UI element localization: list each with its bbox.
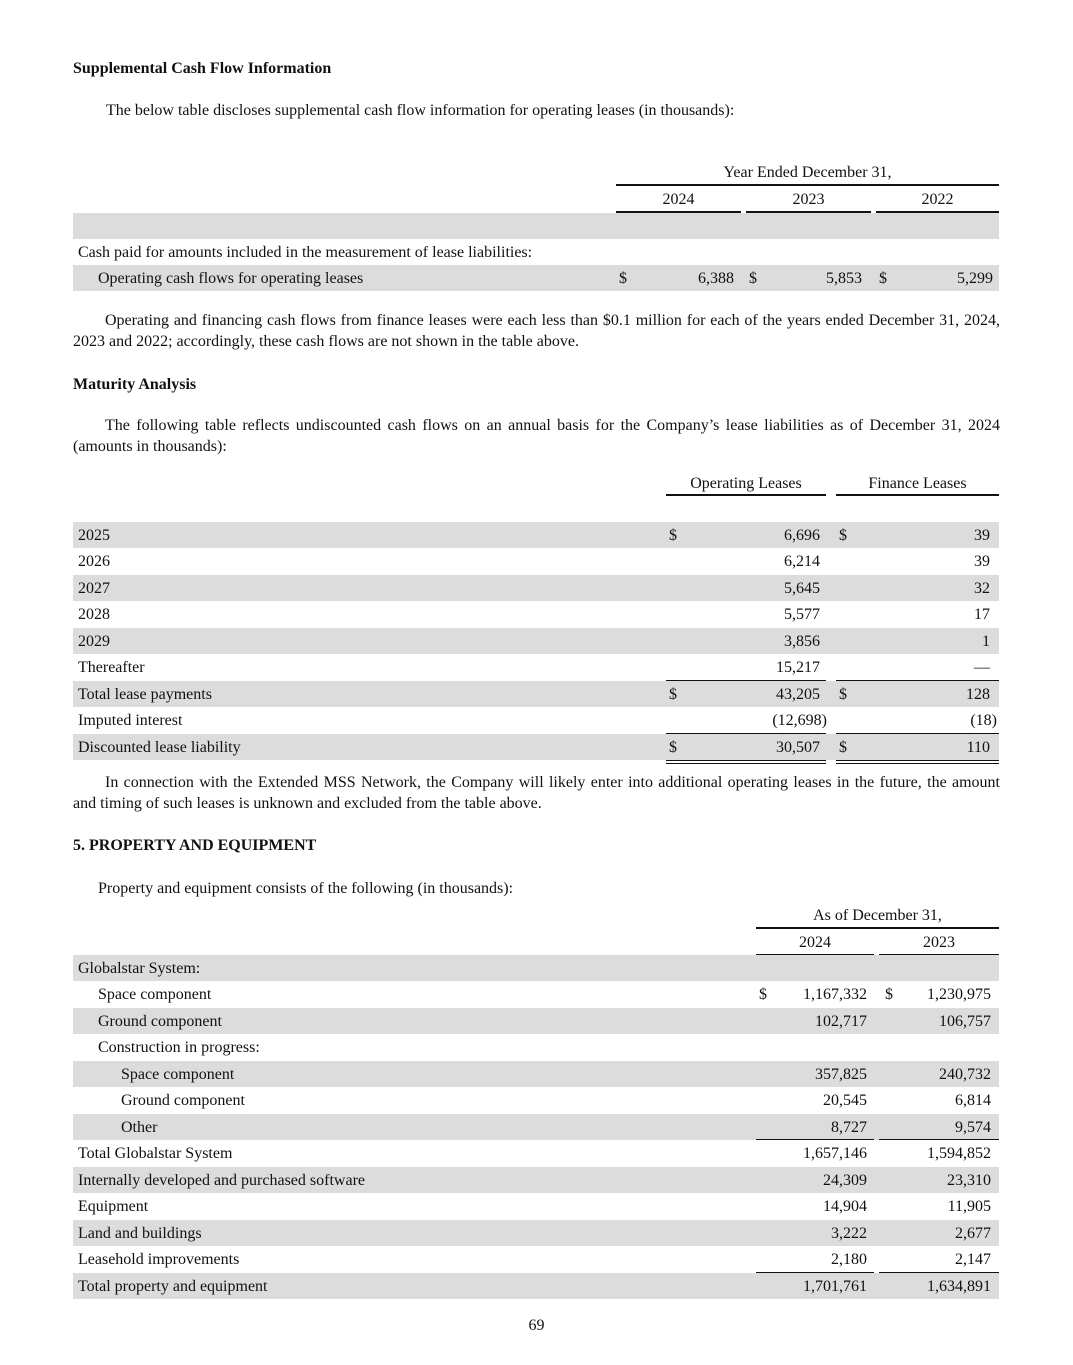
row-label: Operating cash flows for operating leases	[98, 270, 364, 287]
currency-symbol: $	[879, 270, 887, 287]
value-2023: 106,757	[939, 1013, 991, 1030]
table-row	[73, 1008, 999, 1034]
value-2023: 2,147	[955, 1251, 991, 1268]
table-row	[73, 1167, 999, 1193]
value-2023: 23,310	[947, 1172, 991, 1189]
finance-value: 32	[974, 580, 990, 597]
total-double-rule	[836, 760, 999, 764]
value-2024: 1,167,332	[803, 986, 867, 1003]
value-2023: 1,634,891	[927, 1278, 991, 1295]
table-row	[73, 654, 999, 680]
row-label: Thereafter	[78, 659, 145, 676]
year-2023: 2023	[923, 934, 955, 951]
value-2023: 1,594,852	[927, 1145, 991, 1162]
finance-value: (18)	[970, 712, 997, 729]
table-row	[73, 1193, 999, 1219]
currency-symbol: $	[759, 986, 767, 1003]
year-2022: 2022	[921, 191, 954, 208]
table-row	[73, 981, 999, 1007]
operating-value: 6,214	[784, 553, 820, 570]
row-label: Land and buildings	[78, 1225, 202, 1242]
currency-symbol: $	[619, 270, 627, 287]
finance-value: 39	[974, 553, 990, 570]
table-row	[73, 548, 999, 574]
supplemental-note: Operating and financing cash flows from finance leases were each less than $0.1 million for each of the years ended December 31, 2024, 2023 and 2022; accordingly, these cash flows are not shown in the table above.	[73, 312, 1000, 350]
operating-value: 43,205	[776, 686, 820, 703]
col-rule	[836, 494, 999, 496]
currency-symbol: $	[669, 686, 677, 703]
row-label: Cash paid for amounts included in the measurement of lease liabilities:	[78, 244, 533, 261]
total-double-rule	[666, 760, 826, 764]
table-row	[73, 575, 999, 601]
maturity-intro: The following table reflects undiscounted cash flows on an annual basis for the Company’s lease liabilities as of December 31, 2024 (amounts in thousands):	[73, 417, 1000, 455]
year-2024: 2024	[799, 934, 831, 951]
finance-value: 17	[974, 606, 990, 623]
currency-symbol: $	[885, 986, 893, 1003]
operating-value: 15,217	[776, 659, 820, 676]
value-2022: 5,299	[957, 270, 993, 287]
value-2024: 1,701,761	[803, 1278, 867, 1295]
value-2024: 24,309	[823, 1172, 867, 1189]
row-label: Globalstar System:	[78, 960, 201, 977]
row-label: Total Globalstar System	[78, 1145, 233, 1162]
finance-value: 39	[974, 527, 990, 544]
table-row	[73, 628, 999, 654]
supplemental-heading: Supplemental Cash Flow Information	[73, 60, 332, 77]
finance-value: 128	[966, 686, 990, 703]
row-label: 2028	[78, 606, 110, 623]
row-label: Imputed interest	[78, 712, 183, 729]
value-2024: 14,904	[823, 1198, 867, 1215]
row-label: Discounted lease liability	[78, 739, 241, 756]
table-row	[73, 213, 999, 239]
header-rule	[756, 927, 999, 929]
property-intro: Property and equipment consists of the following (in thousands):	[98, 880, 514, 897]
value-2024: 357,825	[815, 1066, 867, 1083]
currency-symbol: $	[749, 270, 757, 287]
value-2023: 6,814	[955, 1092, 991, 1109]
currency-symbol: $	[839, 527, 847, 544]
row-label: Construction in progress:	[98, 1039, 260, 1056]
finance-value: 110	[966, 739, 990, 756]
table-row	[73, 955, 999, 981]
table-row	[73, 681, 999, 707]
row-label: Space component	[121, 1066, 235, 1083]
row-label: Total lease payments	[78, 686, 212, 703]
operating-value: 5,577	[784, 606, 820, 623]
col-operating-leases: Operating Leases	[690, 475, 802, 492]
operating-value: 3,856	[784, 633, 820, 650]
table-row	[73, 1140, 999, 1166]
value-2023: 1,230,975	[927, 986, 991, 1003]
operating-value: 5,645	[784, 580, 820, 597]
table-row	[73, 1087, 999, 1113]
value-2024: 3,222	[831, 1225, 867, 1242]
table-row	[73, 1273, 999, 1299]
currency-symbol: $	[669, 527, 677, 544]
table-row	[73, 1061, 999, 1087]
currency-symbol: $	[839, 739, 847, 756]
table-row	[73, 1114, 999, 1140]
supplemental-intro: The below table discloses supplemental cash flow information for operating leases (in thousands):	[106, 102, 735, 119]
value-2023: 9,574	[955, 1119, 991, 1136]
value-2023: 2,677	[955, 1225, 991, 1242]
value-2024: 1,657,146	[803, 1145, 867, 1162]
finance-value: —	[974, 659, 990, 676]
value-2024: 6,388	[698, 270, 734, 287]
operating-value: 6,696	[784, 527, 820, 544]
table-row	[73, 1034, 999, 1060]
value-2024: 8,727	[831, 1119, 867, 1136]
currency-symbol: $	[839, 686, 847, 703]
supplemental-header-group: Year Ended December 31,	[723, 164, 892, 181]
property-header-group: As of December 31,	[813, 907, 942, 924]
col-rule	[666, 494, 826, 496]
currency-symbol: $	[669, 739, 677, 756]
header-rule	[616, 184, 999, 186]
table-row	[73, 601, 999, 627]
table-row	[73, 1220, 999, 1246]
operating-value: (12,698)	[772, 712, 827, 729]
row-label: Leasehold improvements	[78, 1251, 240, 1268]
row-label: Internally developed and purchased software	[78, 1172, 365, 1189]
value-2024: 102,717	[815, 1013, 867, 1030]
finance-value: 1	[982, 633, 990, 650]
row-label: 2027	[78, 580, 110, 597]
value-2024: 20,545	[823, 1092, 867, 1109]
table-row	[73, 707, 999, 733]
table-row	[73, 239, 999, 265]
row-label: Space component	[98, 986, 212, 1003]
value-2023: 11,905	[947, 1198, 991, 1215]
page-number: 69	[528, 1317, 545, 1334]
value-2024: 2,180	[831, 1251, 867, 1268]
table-row	[73, 265, 999, 291]
row-label: 2026	[78, 553, 110, 570]
row-label: Other	[121, 1119, 158, 1136]
row-label: 2029	[78, 633, 110, 650]
row-label: Ground component	[98, 1013, 222, 1030]
year-2023: 2023	[792, 191, 825, 208]
table-row	[73, 734, 999, 760]
operating-value: 30,507	[776, 739, 820, 756]
maturity-note: In connection with the Extended MSS Network, the Company will likely enter into additional operating leases in the future, the amount and timing of such leases is unknown and excluded from the table above.	[73, 774, 1000, 812]
property-heading: 5. PROPERTY AND EQUIPMENT	[73, 837, 317, 854]
row-label: Total property and equipment	[78, 1278, 268, 1295]
year-2024: 2024	[662, 191, 695, 208]
table-row	[73, 1246, 999, 1272]
row-label: Equipment	[78, 1198, 149, 1215]
col-finance-leases: Finance Leases	[868, 475, 967, 492]
maturity-heading: Maturity Analysis	[73, 376, 197, 393]
value-2023: 5,853	[826, 270, 862, 287]
row-label: 2025	[78, 527, 110, 544]
value-2023: 240,732	[939, 1066, 991, 1083]
row-label: Ground component	[121, 1092, 245, 1109]
table-row	[73, 522, 999, 548]
